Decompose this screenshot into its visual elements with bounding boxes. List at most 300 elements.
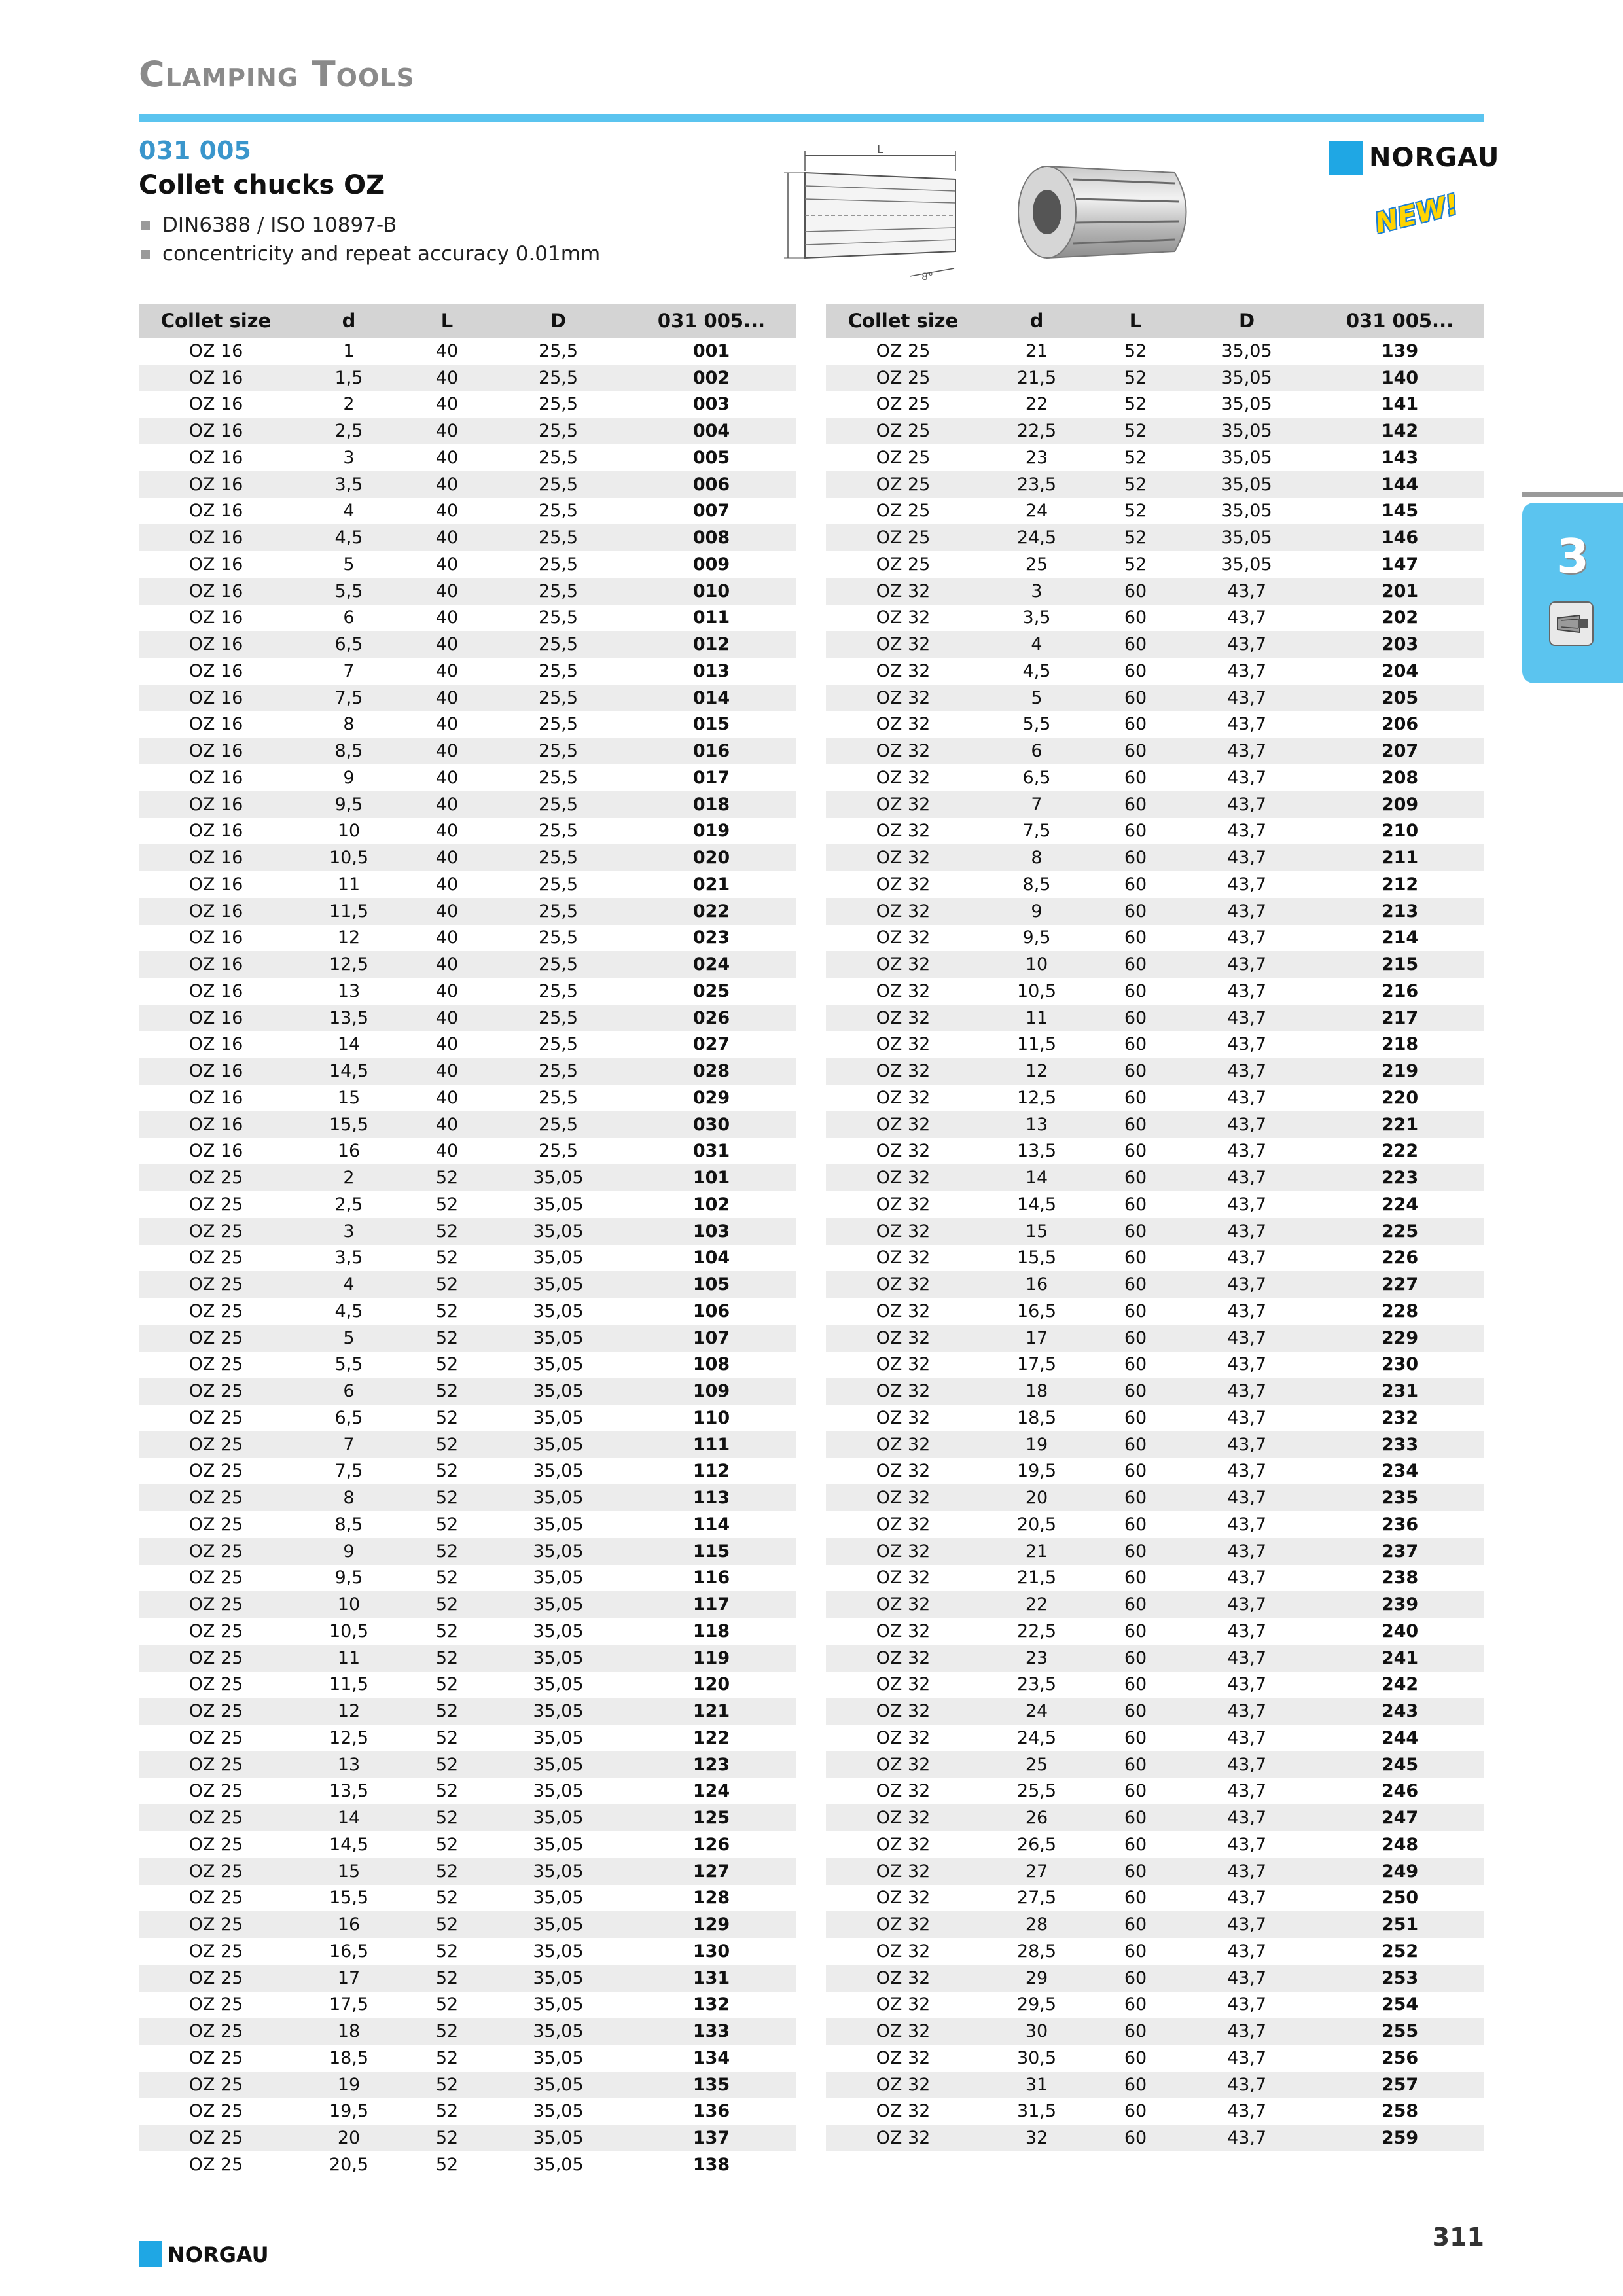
- cell-d: 16,5: [980, 1298, 1093, 1325]
- cell-d: 14,5: [980, 1191, 1093, 1218]
- cell-d: 14: [293, 1031, 404, 1058]
- brand-square-icon: [1329, 141, 1363, 175]
- cell-order-code: 204: [1315, 658, 1484, 685]
- cell-order-code: 258: [1315, 2098, 1484, 2125]
- table-row: [139, 2151, 796, 2178]
- cell-collet-size: OZ 25: [139, 1271, 293, 1298]
- table-row: [139, 1618, 796, 1645]
- cell-d: 9: [293, 1538, 404, 1565]
- cell-outer-d: 35,05: [490, 1325, 627, 1352]
- cell-l: 52: [404, 1672, 490, 1698]
- cell-collet-size: OZ 32: [826, 1031, 980, 1058]
- column-header-l: L: [404, 304, 490, 338]
- cell-d: 8: [980, 844, 1093, 871]
- cell-order-code: 010: [627, 578, 796, 605]
- cell-collet-size: OZ 25: [139, 1725, 293, 1751]
- cell-outer-d: 43,7: [1178, 1031, 1315, 1058]
- cell-d: 7: [980, 791, 1093, 818]
- cell-l: 60: [1093, 1992, 1178, 2018]
- cell-order-code: 230: [1315, 1352, 1484, 1378]
- cell-collet-size: OZ 25: [139, 1245, 293, 1272]
- cell-collet-size: OZ 16: [139, 1058, 293, 1085]
- cell-d: 10: [293, 818, 404, 845]
- cell-outer-d: 43,7: [1178, 2125, 1315, 2151]
- cell-collet-size: OZ 16: [139, 951, 293, 978]
- table-row: [826, 711, 1484, 738]
- cell-d: 17: [980, 1325, 1093, 1352]
- table-row: [826, 1858, 1484, 1885]
- cell-d: 1,5: [293, 365, 404, 391]
- table-row: [826, 871, 1484, 898]
- cell-l: 52: [1093, 551, 1178, 578]
- table-row: [139, 685, 796, 711]
- cell-l: 52: [404, 1965, 490, 1992]
- cell-order-code: 140: [1315, 365, 1484, 391]
- cell-outer-d: 43,7: [1178, 2072, 1315, 2098]
- table-row: [139, 1778, 796, 1805]
- cell-d: 12,5: [980, 1085, 1093, 1111]
- cell-l: 40: [404, 738, 490, 764]
- chapter-tab[interactable]: [1522, 503, 1623, 683]
- table-row: [139, 1804, 796, 1831]
- cell-order-code: 239: [1315, 1591, 1484, 1618]
- cell-d: 3,5: [980, 605, 1093, 632]
- cell-d: 17: [293, 1965, 404, 1992]
- cell-collet-size: OZ 32: [826, 1645, 980, 1672]
- cell-collet-size: OZ 16: [139, 471, 293, 498]
- cell-l: 52: [404, 1804, 490, 1831]
- cell-outer-d: 43,7: [1178, 1858, 1315, 1885]
- cell-outer-d: 35,05: [490, 1271, 627, 1298]
- cell-d: 3,5: [293, 471, 404, 498]
- cell-outer-d: 35,05: [490, 2125, 627, 2151]
- cell-d: 13: [980, 1111, 1093, 1138]
- cell-outer-d: 43,7: [1178, 791, 1315, 818]
- cell-outer-d: 35,05: [1178, 338, 1315, 365]
- column-header-outer-d: D: [1178, 304, 1315, 338]
- table-row: [826, 1511, 1484, 1538]
- cell-l: 40: [404, 605, 490, 632]
- cell-l: 40: [404, 418, 490, 444]
- cell-d: 18,5: [293, 2045, 404, 2072]
- cell-collet-size: OZ 32: [826, 2072, 980, 2098]
- cell-order-code: 114: [627, 1511, 796, 1538]
- cell-order-code: 214: [1315, 925, 1484, 952]
- cell-l: 52: [404, 1378, 490, 1405]
- cell-order-code: 209: [1315, 791, 1484, 818]
- cell-outer-d: 43,7: [1178, 1218, 1315, 1245]
- table-row: [826, 1005, 1484, 1031]
- cell-outer-d: 43,7: [1178, 1085, 1315, 1111]
- cell-l: 60: [1093, 1458, 1178, 1485]
- cell-outer-d: 43,7: [1178, 2098, 1315, 2125]
- cell-outer-d: 43,7: [1178, 1378, 1315, 1405]
- table-row: [826, 524, 1484, 551]
- cell-outer-d: 25,5: [490, 978, 627, 1005]
- table-row: [139, 711, 796, 738]
- cell-collet-size: OZ 32: [826, 1992, 980, 2018]
- cell-order-code: 109: [627, 1378, 796, 1405]
- table-row: [139, 1538, 796, 1565]
- cell-collet-size: OZ 25: [139, 2072, 293, 2098]
- table-row: [139, 658, 796, 685]
- cell-d: 7: [293, 1431, 404, 1458]
- table-row: [826, 578, 1484, 605]
- column-header-collet-size: Collet size: [139, 304, 293, 338]
- cell-outer-d: 43,7: [1178, 2018, 1315, 2045]
- cell-outer-d: 43,7: [1178, 1965, 1315, 1992]
- cell-order-code: 129: [627, 1911, 796, 1938]
- feature-text: concentricity and repeat accuracy 0.01mm: [162, 242, 601, 266]
- cell-d: 15: [293, 1858, 404, 1885]
- cell-l: 60: [1093, 685, 1178, 711]
- cell-collet-size: OZ 25: [139, 1591, 293, 1618]
- collet-table-right: [826, 304, 1484, 2151]
- cell-outer-d: 43,7: [1178, 578, 1315, 605]
- cell-l: 60: [1093, 1405, 1178, 1431]
- table-row: [826, 1645, 1484, 1672]
- cell-l: 52: [404, 2098, 490, 2125]
- cell-collet-size: OZ 16: [139, 631, 293, 658]
- cell-order-code: 145: [1315, 498, 1484, 525]
- cell-collet-size: OZ 32: [826, 1591, 980, 1618]
- cell-l: 52: [1093, 444, 1178, 471]
- cell-outer-d: 43,7: [1178, 1618, 1315, 1645]
- cell-l: 40: [404, 764, 490, 791]
- cell-d: 30,5: [980, 2045, 1093, 2072]
- cell-l: 60: [1093, 711, 1178, 738]
- cell-l: 40: [404, 685, 490, 711]
- square-bullet-icon: [141, 250, 150, 259]
- table-row: [826, 898, 1484, 925]
- cell-l: 60: [1093, 2098, 1178, 2125]
- cell-collet-size: OZ 32: [826, 658, 980, 685]
- cell-d: 11: [293, 871, 404, 898]
- cell-outer-d: 35,05: [490, 1458, 627, 1485]
- cell-l: 60: [1093, 1511, 1178, 1538]
- collet-photo: [1008, 153, 1204, 271]
- cell-d: 24: [980, 1698, 1093, 1725]
- cell-d: 28,5: [980, 1938, 1093, 1965]
- table-row: [826, 844, 1484, 871]
- cell-l: 52: [404, 1191, 490, 1218]
- table-row: [139, 524, 796, 551]
- cell-outer-d: 43,7: [1178, 1591, 1315, 1618]
- cell-collet-size: OZ 25: [826, 444, 980, 471]
- cell-order-code: 008: [627, 524, 796, 551]
- cell-collet-size: OZ 25: [139, 1804, 293, 1831]
- table-row: [139, 1031, 796, 1058]
- cell-order-code: 121: [627, 1698, 796, 1725]
- cell-l: 40: [404, 498, 490, 525]
- cell-order-code: 030: [627, 1111, 796, 1138]
- cell-d: 4: [293, 1271, 404, 1298]
- cell-outer-d: 43,7: [1178, 1431, 1315, 1458]
- cell-l: 52: [404, 1618, 490, 1645]
- table-row: [826, 1618, 1484, 1645]
- cell-d: 25: [980, 551, 1093, 578]
- cell-d: 6,5: [293, 631, 404, 658]
- cell-outer-d: 25,5: [490, 658, 627, 685]
- table-row: [139, 1565, 796, 1592]
- table-row: [826, 925, 1484, 952]
- cell-collet-size: OZ 32: [826, 1484, 980, 1511]
- cell-outer-d: 35,05: [490, 1511, 627, 1538]
- table-row: [826, 951, 1484, 978]
- cell-d: 9,5: [293, 791, 404, 818]
- cell-outer-d: 35,05: [490, 1858, 627, 1885]
- cell-order-code: 217: [1315, 1005, 1484, 1031]
- cell-order-code: 248: [1315, 1831, 1484, 1858]
- cell-collet-size: OZ 16: [139, 551, 293, 578]
- table-row: [826, 1058, 1484, 1085]
- cell-order-code: 223: [1315, 1164, 1484, 1191]
- table-row: [826, 1405, 1484, 1431]
- cell-collet-size: OZ 32: [826, 1672, 980, 1698]
- cell-order-code: 231: [1315, 1378, 1484, 1405]
- cell-order-code: 226: [1315, 1245, 1484, 1272]
- cell-l: 40: [404, 791, 490, 818]
- cell-d: 12: [293, 1698, 404, 1725]
- cell-outer-d: 35,05: [490, 1352, 627, 1378]
- table-row: [826, 791, 1484, 818]
- column-header-l: L: [1093, 304, 1178, 338]
- table-row: [826, 2045, 1484, 2072]
- table-row: [826, 2072, 1484, 2098]
- cell-order-code: 208: [1315, 764, 1484, 791]
- cell-collet-size: OZ 25: [826, 391, 980, 418]
- table-row: [826, 1831, 1484, 1858]
- cell-collet-size: OZ 25: [139, 1511, 293, 1538]
- table-row: [826, 1725, 1484, 1751]
- cell-order-code: 147: [1315, 551, 1484, 578]
- cell-l: 60: [1093, 1804, 1178, 1831]
- cell-collet-size: OZ 32: [826, 1458, 980, 1485]
- table-row: [139, 2018, 796, 2045]
- cell-collet-size: OZ 25: [139, 2125, 293, 2151]
- cell-outer-d: 43,7: [1178, 1804, 1315, 1831]
- table-row: [139, 1484, 796, 1511]
- cell-outer-d: 25,5: [490, 578, 627, 605]
- table-row: [139, 578, 796, 605]
- cell-l: 52: [404, 2018, 490, 2045]
- cell-l: 40: [404, 1085, 490, 1111]
- cell-d: 5: [293, 1325, 404, 1352]
- cell-d: 32: [980, 2125, 1093, 2151]
- cell-order-code: 107: [627, 1325, 796, 1352]
- cell-l: 52: [404, 1698, 490, 1725]
- cell-collet-size: OZ 16: [139, 925, 293, 952]
- table-row: [826, 978, 1484, 1005]
- cell-l: 40: [404, 818, 490, 845]
- cell-outer-d: 43,7: [1178, 1938, 1315, 1965]
- cell-l: 52: [404, 1484, 490, 1511]
- cell-l: 60: [1093, 1085, 1178, 1111]
- cell-d: 29: [980, 1965, 1093, 1992]
- cell-d: 13,5: [293, 1005, 404, 1031]
- cell-outer-d: 35,05: [1178, 365, 1315, 391]
- footer-brand-name: NORGAU: [168, 2242, 269, 2267]
- cell-outer-d: 35,05: [490, 2098, 627, 2125]
- column-header-order-code: 031 005...: [1315, 304, 1484, 338]
- cell-collet-size: OZ 25: [826, 498, 980, 525]
- cell-collet-size: OZ 32: [826, 605, 980, 632]
- cell-order-code: 222: [1315, 1138, 1484, 1165]
- cell-l: 60: [1093, 2125, 1178, 2151]
- cell-outer-d: 43,7: [1178, 951, 1315, 978]
- cell-collet-size: OZ 32: [826, 898, 980, 925]
- square-bullet-icon: [141, 221, 150, 230]
- cell-outer-d: 25,5: [490, 444, 627, 471]
- cell-collet-size: OZ 32: [826, 685, 980, 711]
- cell-d: 20: [293, 2125, 404, 2151]
- cell-order-code: 252: [1315, 1938, 1484, 1965]
- cell-l: 60: [1093, 1058, 1178, 1085]
- table-row: [826, 391, 1484, 418]
- cell-order-code: 130: [627, 1938, 796, 1965]
- cell-order-code: 201: [1315, 578, 1484, 605]
- table-row: [826, 1778, 1484, 1805]
- table-row: [826, 365, 1484, 391]
- cell-collet-size: OZ 32: [826, 1911, 980, 1938]
- cell-l: 52: [404, 1431, 490, 1458]
- cell-collet-size: OZ 25: [139, 1218, 293, 1245]
- table-row: [139, 2045, 796, 2072]
- cell-collet-size: OZ 32: [826, 1111, 980, 1138]
- cell-d: 4,5: [293, 1298, 404, 1325]
- cell-collet-size: OZ 25: [826, 524, 980, 551]
- cell-outer-d: 43,7: [1178, 1138, 1315, 1165]
- column-header-d: d: [293, 304, 404, 338]
- cell-d: 18: [980, 1378, 1093, 1405]
- cell-collet-size: OZ 25: [139, 1164, 293, 1191]
- drawing-label-angle: 8°: [921, 270, 934, 283]
- cell-d: 23: [980, 1645, 1093, 1672]
- cell-l: 52: [1093, 498, 1178, 525]
- cell-collet-size: OZ 32: [826, 1138, 980, 1165]
- cell-d: 24,5: [980, 524, 1093, 551]
- cell-collet-size: OZ 16: [139, 658, 293, 685]
- cell-d: 2,5: [293, 1191, 404, 1218]
- table-row: [826, 631, 1484, 658]
- cell-order-code: 002: [627, 365, 796, 391]
- table-row: [139, 951, 796, 978]
- cell-order-code: 019: [627, 818, 796, 845]
- cell-d: 6: [980, 738, 1093, 764]
- cell-order-code: 110: [627, 1405, 796, 1431]
- cell-l: 52: [404, 1831, 490, 1858]
- cell-l: 52: [404, 1245, 490, 1272]
- cell-d: 29,5: [980, 1992, 1093, 2018]
- cell-collet-size: OZ 32: [826, 1431, 980, 1458]
- cell-d: 13: [293, 978, 404, 1005]
- cell-order-code: 253: [1315, 1965, 1484, 1992]
- cell-d: 10,5: [293, 1618, 404, 1645]
- cell-collet-size: OZ 25: [139, 1778, 293, 1805]
- cell-collet-size: OZ 25: [139, 1858, 293, 1885]
- cell-outer-d: 25,5: [490, 951, 627, 978]
- table-row: [826, 1164, 1484, 1191]
- cell-l: 40: [404, 925, 490, 952]
- cell-l: 52: [404, 1538, 490, 1565]
- cell-d: 7,5: [293, 1458, 404, 1485]
- cell-outer-d: 35,05: [490, 1804, 627, 1831]
- cell-order-code: 135: [627, 2072, 796, 2098]
- cell-order-code: 120: [627, 1672, 796, 1698]
- cell-d: 30: [980, 2018, 1093, 2045]
- cell-order-code: 116: [627, 1565, 796, 1592]
- cell-l: 40: [404, 631, 490, 658]
- column-header-collet-size: Collet size: [826, 304, 980, 338]
- cell-order-code: 251: [1315, 1911, 1484, 1938]
- cell-order-code: 016: [627, 738, 796, 764]
- table-row: [139, 1938, 796, 1965]
- cell-d: 1: [293, 338, 404, 365]
- cell-collet-size: OZ 32: [826, 2018, 980, 2045]
- table-row: [139, 1458, 796, 1485]
- table-row: [826, 685, 1484, 711]
- cell-d: 16: [980, 1271, 1093, 1298]
- cell-collet-size: OZ 16: [139, 524, 293, 551]
- cell-l: 60: [1093, 1885, 1178, 1912]
- table-row: [826, 1698, 1484, 1725]
- cell-d: 2: [293, 391, 404, 418]
- cell-order-code: 117: [627, 1591, 796, 1618]
- cell-order-code: 122: [627, 1725, 796, 1751]
- cell-l: 60: [1093, 1352, 1178, 1378]
- table-row: [139, 871, 796, 898]
- cell-order-code: 139: [1315, 338, 1484, 365]
- cell-outer-d: 35,05: [1178, 471, 1315, 498]
- cell-d: 24: [980, 498, 1093, 525]
- cell-l: 40: [404, 1058, 490, 1085]
- cell-l: 60: [1093, 1245, 1178, 1272]
- cell-l: 60: [1093, 1778, 1178, 1805]
- cell-order-code: 018: [627, 791, 796, 818]
- cell-order-code: 212: [1315, 871, 1484, 898]
- cell-d: 13,5: [293, 1778, 404, 1805]
- table-row: [139, 1218, 796, 1245]
- cell-l: 60: [1093, 1378, 1178, 1405]
- cell-l: 52: [1093, 365, 1178, 391]
- table-row: [139, 1085, 796, 1111]
- cell-l: 60: [1093, 898, 1178, 925]
- cell-d: 14: [980, 1164, 1093, 1191]
- cell-outer-d: 35,05: [1178, 391, 1315, 418]
- cell-order-code: 009: [627, 551, 796, 578]
- cell-collet-size: OZ 32: [826, 1511, 980, 1538]
- cell-d: 27: [980, 1858, 1093, 1885]
- cell-outer-d: 25,5: [490, 471, 627, 498]
- cell-order-code: 245: [1315, 1751, 1484, 1778]
- cell-outer-d: 43,7: [1178, 1911, 1315, 1938]
- cell-l: 40: [404, 898, 490, 925]
- table-row: [826, 1672, 1484, 1698]
- cell-d: 19: [293, 2072, 404, 2098]
- cell-outer-d: 35,05: [490, 1965, 627, 1992]
- cell-d: 6: [293, 1378, 404, 1405]
- table-row: [139, 1378, 796, 1405]
- cell-d: 7,5: [980, 818, 1093, 845]
- cell-order-code: 236: [1315, 1511, 1484, 1538]
- cell-l: 52: [404, 1405, 490, 1431]
- cell-order-code: 012: [627, 631, 796, 658]
- cell-order-code: 219: [1315, 1058, 1484, 1085]
- cell-d: 12: [293, 925, 404, 952]
- table-row: [139, 1058, 796, 1085]
- cell-outer-d: 43,7: [1178, 871, 1315, 898]
- table-row: [139, 818, 796, 845]
